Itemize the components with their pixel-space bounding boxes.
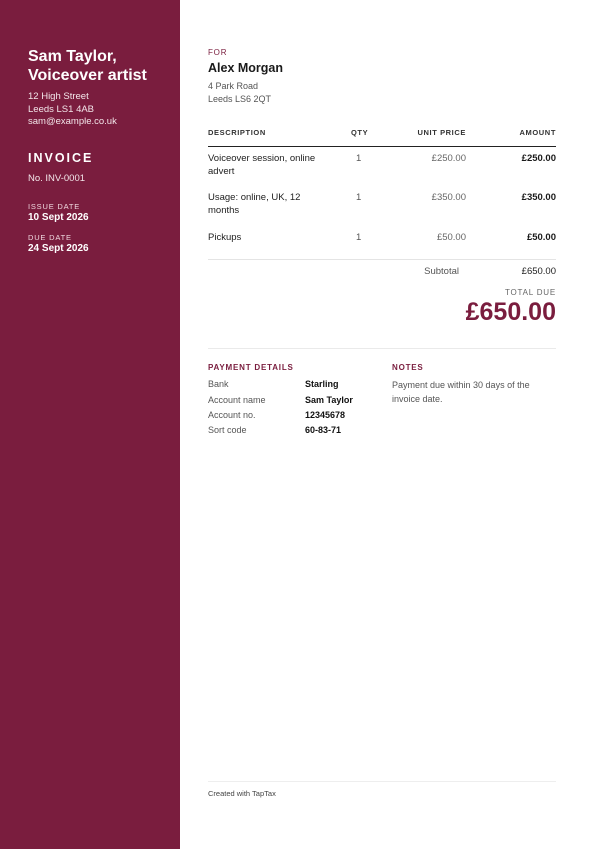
total-due-value: £650.00: [465, 298, 556, 326]
items-divider: [208, 259, 556, 260]
payment-details-title: PAYMENT DETAILS: [208, 363, 294, 372]
client-city: Leeds LS6 2QT: [208, 93, 272, 104]
payment-key-account-name: Account name: [208, 395, 266, 405]
item-amount: £50.00: [526, 232, 556, 243]
payment-value-bank: Starling: [305, 379, 339, 389]
item-amount: £250.00: [521, 153, 556, 164]
subtotal-label: Subtotal: [424, 266, 459, 277]
issue-date-label: ISSUE DATE: [28, 202, 81, 211]
table-header-divider: [208, 146, 556, 147]
notes-title: NOTES: [392, 363, 424, 372]
sender-street: 12 High Street: [28, 91, 89, 102]
invoice-title: INVOICE: [28, 151, 94, 165]
sender-city: Leeds LS1 4AB: [28, 103, 95, 115]
item-qty: 1: [356, 232, 362, 243]
total-due-label: TOTAL DUE: [504, 288, 556, 297]
item-unit-price: £50.00: [436, 232, 466, 243]
item-description: Pickups: [208, 232, 242, 243]
payment-value-sort-code: 60-83-71: [305, 425, 342, 435]
payment-key-sort-code: Sort code: [208, 425, 247, 435]
item-qty: 1: [356, 192, 362, 203]
header-amount: AMOUNT: [519, 128, 556, 137]
section-divider: [208, 348, 556, 349]
item-amount: £350.00: [521, 192, 556, 203]
invoice-number: No. INV-0001: [28, 173, 86, 184]
item-description: Voiceover session, online advert: [208, 153, 316, 177]
item-qty: 1: [356, 153, 362, 164]
sender-email: sam@example.co.uk: [28, 116, 117, 127]
invoice-main: [208, 0, 556, 849]
invoice-sidebar: [0, 0, 180, 849]
client-label: FOR: [208, 48, 228, 57]
header-qty: QTY: [351, 128, 369, 137]
payment-value-account-name: Sam Taylor: [305, 395, 353, 405]
notes-text: Payment due within 30 days of the invoice date.: [392, 380, 530, 404]
client-address: [208, 80, 271, 105]
client-street: 4 Park Road: [208, 81, 259, 91]
footer-divider: [208, 781, 556, 782]
payment-key-bank: Bank: [208, 379, 229, 389]
due-date-label: DUE DATE: [28, 233, 72, 242]
footer-credit: Created with TapTax: [208, 789, 276, 798]
sender-address: [28, 91, 117, 129]
header-unit-price: UNIT PRICE: [417, 128, 466, 137]
subtotal-value: £650.00: [521, 266, 556, 277]
item-description: Usage: online, UK, 12 months: [208, 192, 301, 216]
header-description: DESCRIPTION: [208, 128, 266, 137]
sender-name: Sam Taylor, Voiceover artist: [28, 48, 147, 84]
payment-value-account-no: 12345678: [305, 410, 346, 420]
client-name: Alex Morgan: [208, 61, 284, 75]
payment-key-account-no: Account no.: [208, 410, 256, 420]
due-date: 24 Sept 2026: [28, 243, 89, 254]
issue-date: 10 Sept 2026: [28, 212, 89, 223]
item-unit-price: £350.00: [431, 192, 466, 203]
item-unit-price: £250.00: [431, 153, 466, 164]
